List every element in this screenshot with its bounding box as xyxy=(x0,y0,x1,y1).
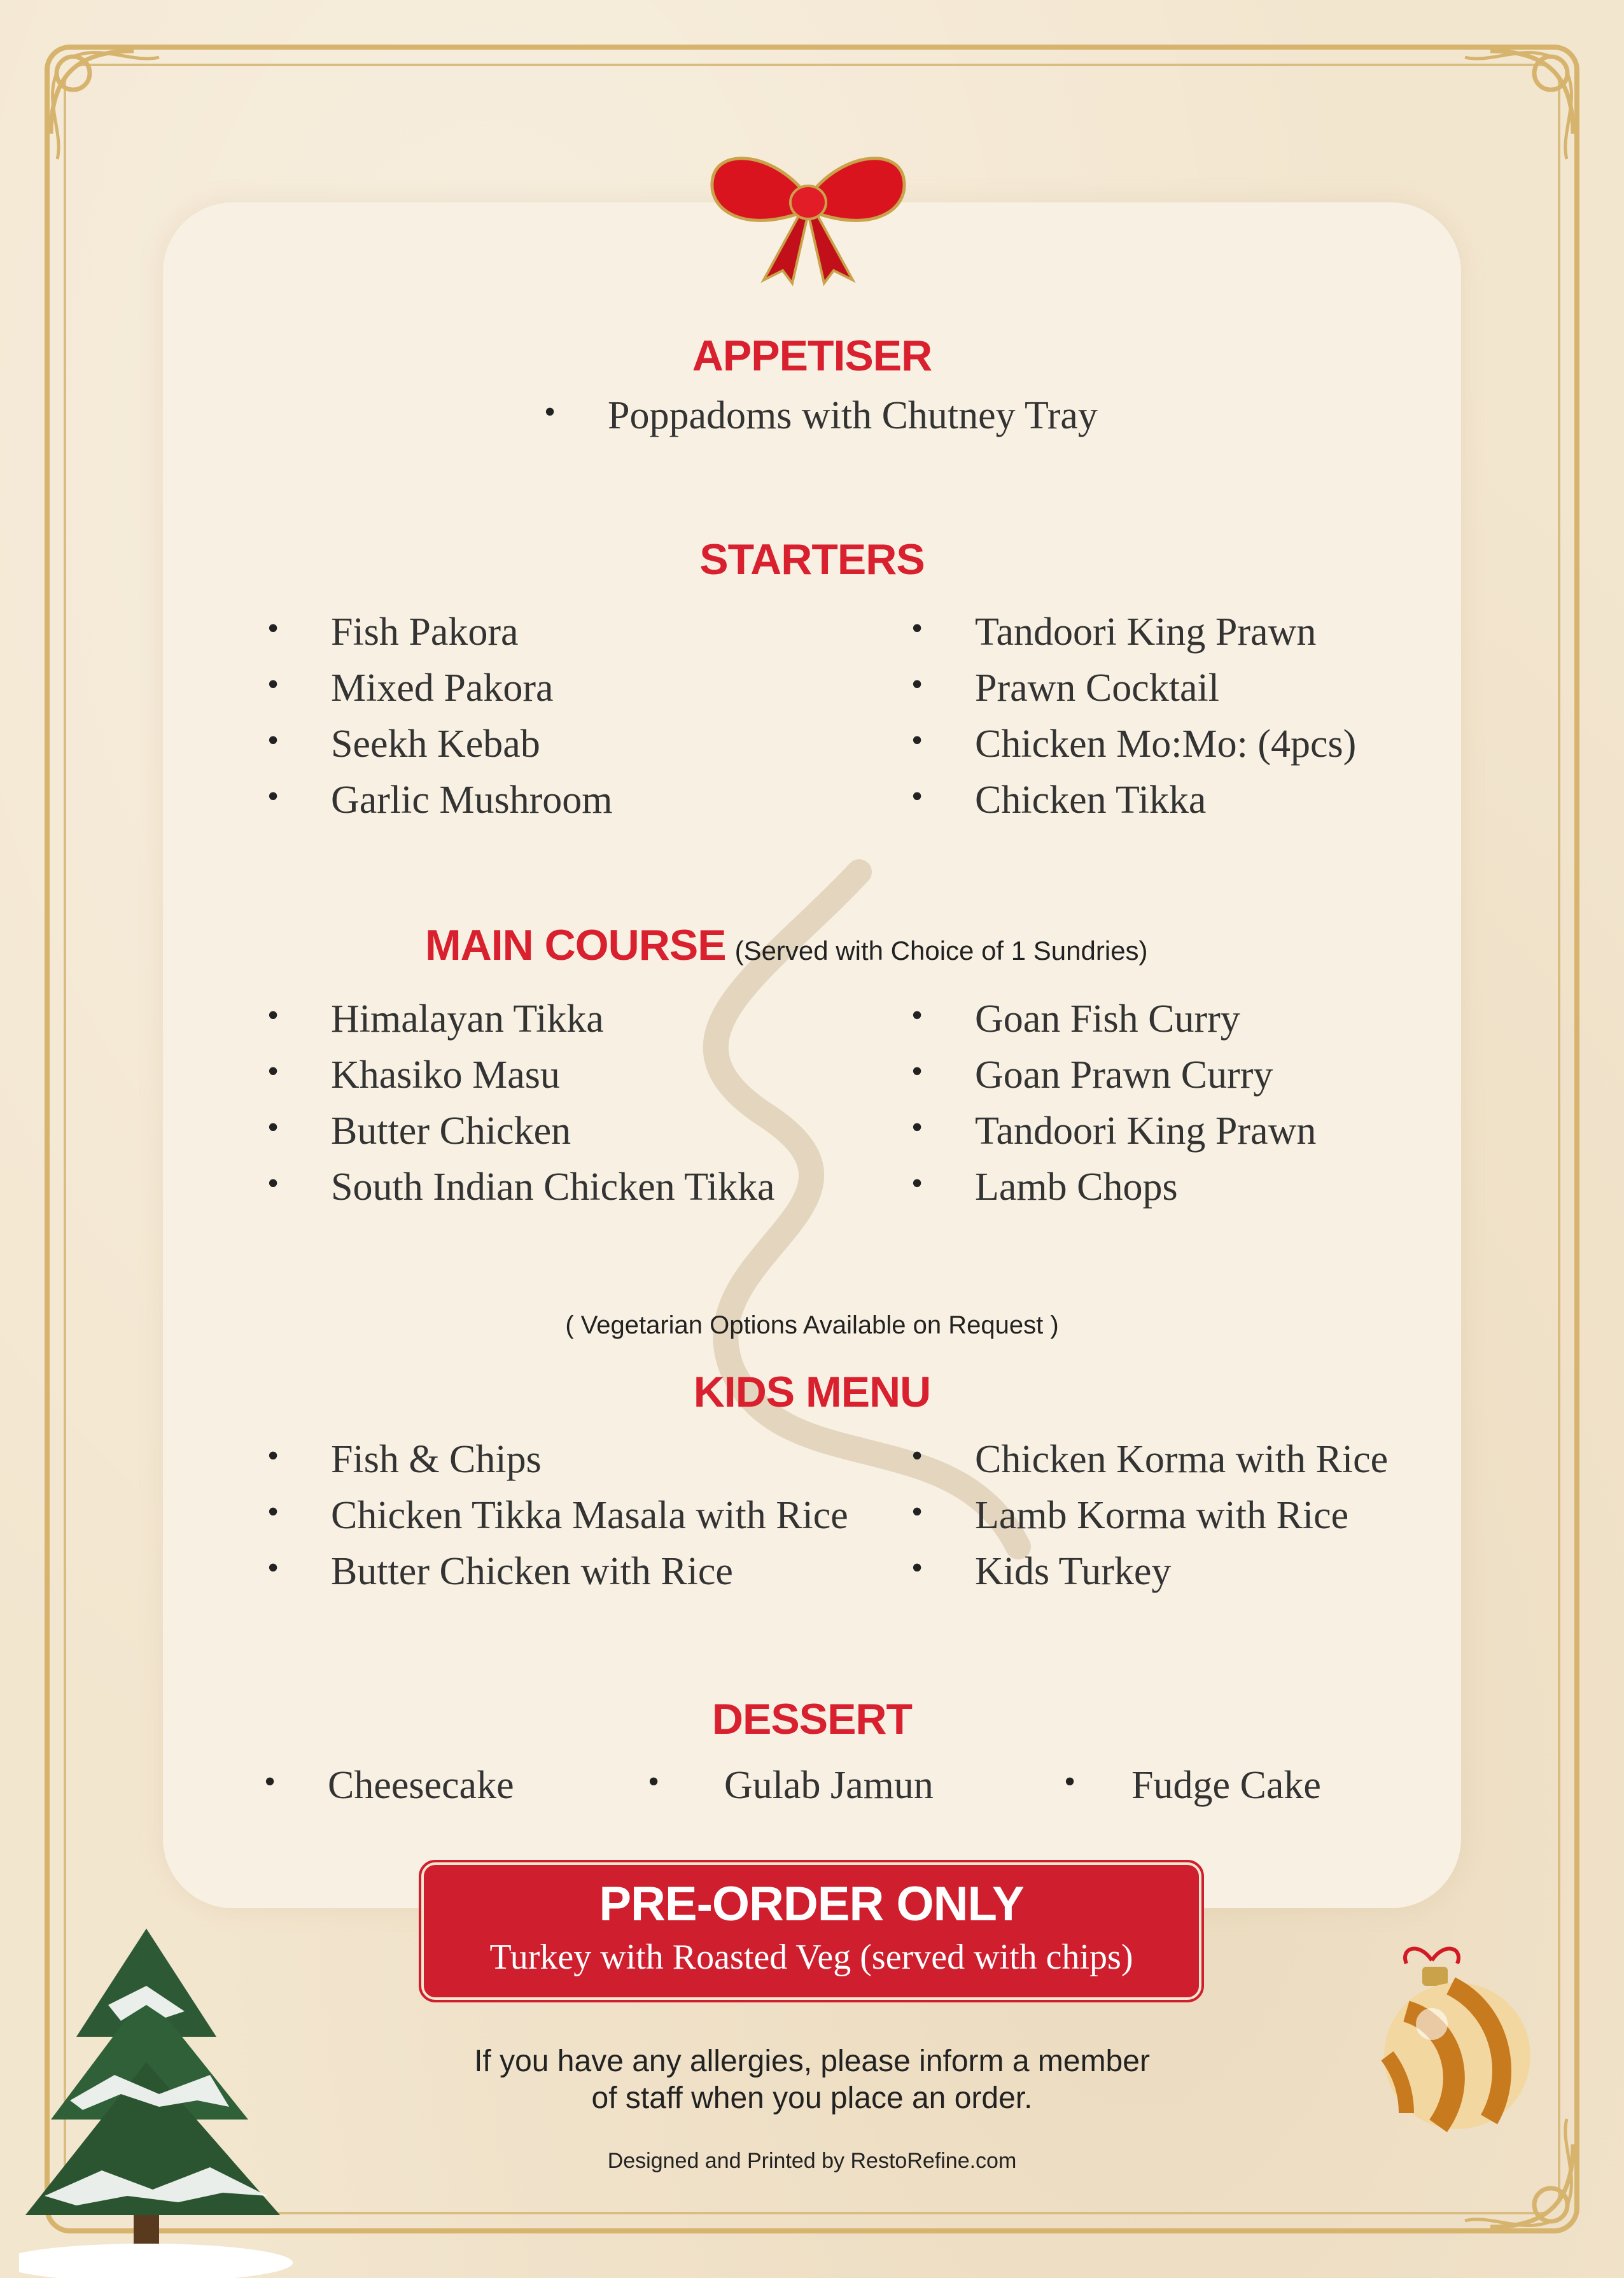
item-label: Lamb Chops xyxy=(975,1165,1178,1209)
item-label: Poppadoms with Chutney Tray xyxy=(608,394,1098,437)
dessert-item xyxy=(264,1763,514,1808)
item-label: Goan Prawn Curry xyxy=(975,1053,1273,1097)
bullet: • xyxy=(264,1764,276,1800)
item-label: Butter Chicken xyxy=(331,1109,571,1153)
item-label: Mixed Pakora xyxy=(331,666,554,710)
item-label: Lamb Korma with Rice xyxy=(975,1494,1349,1537)
starter-item xyxy=(911,610,1317,655)
starter-item xyxy=(267,778,613,823)
item-label: Tandoori King Prawn xyxy=(975,610,1317,654)
item-label: Cheesecake xyxy=(328,1764,514,1807)
item-label: Chicken Mo:Mo: (4pcs) xyxy=(975,722,1357,766)
bullet: • xyxy=(911,610,923,647)
kids-menu-heading: KIDS MENU xyxy=(693,1368,931,1416)
bullet: • xyxy=(267,778,279,815)
main-course-title: MAIN COURSE xyxy=(425,921,726,969)
main-course-item xyxy=(267,1109,571,1154)
bullet: • xyxy=(267,1438,279,1474)
allergy-line-2: of staff when you place an order. xyxy=(591,2081,1033,2115)
bullet: • xyxy=(648,1764,660,1800)
allergy-line-1: If you have any allergies, please inform a member xyxy=(474,2044,1150,2078)
bullet: • xyxy=(911,1494,923,1530)
corner-flourish-icon xyxy=(1459,38,1586,165)
starter-item xyxy=(911,722,1357,767)
item-label: South Indian Chicken Tikka xyxy=(331,1165,775,1209)
kids-item xyxy=(267,1437,542,1482)
bullet: • xyxy=(911,997,923,1034)
bullet: • xyxy=(544,394,556,430)
bullet: • xyxy=(267,1109,279,1146)
item-label: Chicken Korma with Rice xyxy=(975,1438,1389,1481)
starter-item xyxy=(267,666,554,711)
bullet: • xyxy=(267,610,279,647)
main-course-item xyxy=(911,1165,1178,1210)
kids-item xyxy=(911,1437,1389,1482)
main-course-heading xyxy=(425,920,1148,970)
bullet: • xyxy=(911,1165,923,1202)
bullet: • xyxy=(911,1109,923,1146)
item-label: Himalayan Tikka xyxy=(331,997,604,1041)
main-course-item xyxy=(911,1053,1273,1098)
item-label: Garlic Mushroom xyxy=(331,778,613,822)
item-label: Chicken Tikka Masala with Rice xyxy=(331,1494,848,1537)
bullet: • xyxy=(267,1053,279,1090)
item-label: Gulab Jamun xyxy=(724,1764,934,1807)
appetiser-heading: APPETISER xyxy=(692,332,932,380)
bullet: • xyxy=(1064,1764,1076,1800)
main-course-item xyxy=(911,997,1240,1042)
item-label: Seekh Kebab xyxy=(331,722,540,766)
bullet: • xyxy=(267,1550,279,1586)
item-label: Khasiko Masu xyxy=(331,1053,560,1097)
bauble-ornament-icon xyxy=(1362,1935,1553,2145)
item-label: Tandoori King Prawn xyxy=(975,1109,1317,1153)
preorder-item: Turkey with Roasted Veg (served with chips) xyxy=(489,1937,1133,1977)
main-course-item xyxy=(267,997,604,1042)
item-label: Fish Pakora xyxy=(331,610,519,654)
item-label: Fish & Chips xyxy=(331,1438,542,1481)
dessert-heading: DESSERT xyxy=(711,1695,913,1743)
item-label: Chicken Tikka xyxy=(975,778,1207,822)
bullet: • xyxy=(911,1438,923,1474)
dessert-item xyxy=(1064,1763,1321,1808)
main-course-item xyxy=(267,1053,560,1098)
christmas-tree-icon xyxy=(19,1916,312,2278)
kids-item xyxy=(267,1549,733,1594)
item-label: Goan Fish Curry xyxy=(975,997,1240,1041)
kids-item xyxy=(911,1549,1172,1594)
bullet: • xyxy=(267,997,279,1034)
corner-flourish-icon xyxy=(38,38,165,165)
bullet: • xyxy=(911,1550,923,1586)
bullet: • xyxy=(911,722,923,759)
item-label: Butter Chicken with Rice xyxy=(331,1550,733,1593)
kids-item xyxy=(267,1493,848,1538)
bullet: • xyxy=(911,666,923,703)
preorder-title: PRE-ORDER ONLY xyxy=(599,1877,1024,1931)
dessert-item xyxy=(648,1763,934,1808)
bullet: • xyxy=(267,1494,279,1530)
starter-item xyxy=(267,610,519,655)
starter-item xyxy=(911,778,1207,823)
bullet: • xyxy=(911,1053,923,1090)
bullet: • xyxy=(267,666,279,703)
starters-heading: STARTERS xyxy=(699,535,925,584)
main-course-subtitle: (Served with Choice of 1 Sundries) xyxy=(734,936,1148,966)
appetiser-item xyxy=(544,393,1098,439)
preorder-box xyxy=(421,1862,1201,2000)
main-course-item xyxy=(911,1109,1317,1154)
item-label: Prawn Cocktail xyxy=(975,666,1219,710)
bullet: • xyxy=(267,1165,279,1202)
starter-item xyxy=(267,722,540,767)
item-label: Kids Turkey xyxy=(975,1550,1172,1593)
kids-item xyxy=(911,1493,1349,1538)
vegetarian-note: ( Vegetarian Options Available on Request ) xyxy=(565,1311,1059,1339)
item-label: Fudge Cake xyxy=(1131,1764,1321,1807)
main-course-item xyxy=(267,1165,775,1210)
red-bow-icon xyxy=(706,140,910,286)
bullet: • xyxy=(911,778,923,815)
designer-credit: Designed and Printed by RestoRefine.com xyxy=(607,2149,1017,2173)
starter-item xyxy=(911,666,1219,711)
bullet: • xyxy=(267,722,279,759)
